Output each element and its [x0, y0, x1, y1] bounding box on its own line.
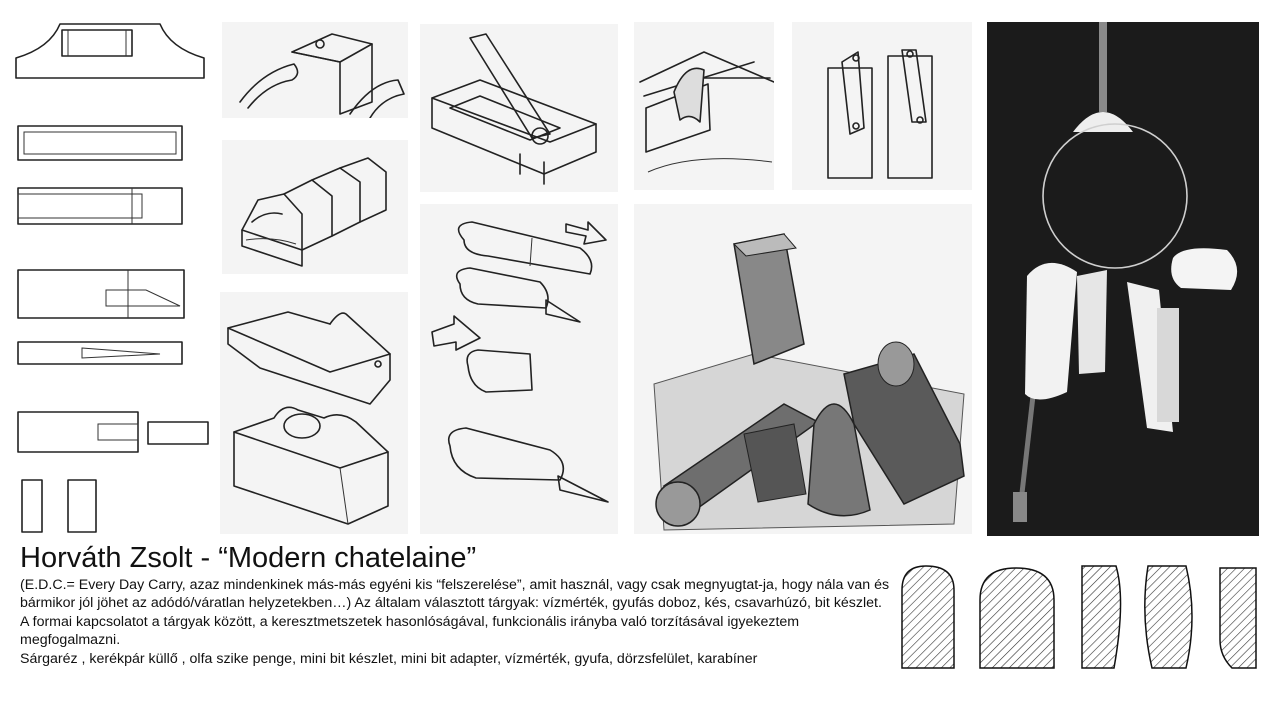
cross-section-2: [980, 568, 1054, 668]
cross-sections: [896, 560, 1266, 672]
cross-section-3: [1082, 566, 1121, 668]
sketch-blade-capsules: [420, 204, 618, 534]
description-paragraph-1: (E.D.C.= Every Day Carry, azaz mindenkinek más-más egyéni kis “felszerelése”, amit használ, vagy csak megnyugtat-ja, hogy nála van és bármikor jól jöhet az adódó/váratlan helyzetekben…) Az általam választott tárgyak: vízmérték, gyufás doboz, kés, csavarhúzó, bit készlet.: [20, 577, 890, 612]
sketch-hinged-parts: [792, 22, 972, 190]
cross-section-5: [1220, 568, 1256, 668]
description-paragraph-3: Sárgaréz , kerékpár küllő , olfa szike penge, mini bit készlet, mini bit adapter, vízmérték, gyufa, dörzsfelület, karabíner: [20, 650, 758, 667]
cross-section-4: [1145, 566, 1192, 668]
description: [20, 576, 900, 668]
sketch-level-variants: [634, 22, 774, 190]
sketch-ribbed-block: [222, 140, 408, 274]
photo-chatelaine: [987, 22, 1259, 536]
page-title: Horváth Zsolt - “Modern chatelaine”: [20, 542, 477, 574]
sketch-hook-block: [222, 22, 408, 118]
sketch-rendered-set: [634, 204, 972, 534]
sketch-slot-block: [420, 24, 618, 192]
description-paragraph-2: A formai kapcsolatot a tárgyak között, a keresztmetszetek hasonlóságával, funkcionális irányba való torzításával igyekeztem megfogalmazni.: [20, 613, 800, 649]
cross-section-1: [902, 566, 954, 668]
technical-drawings: [10, 18, 210, 538]
sketch-level-body: [220, 292, 408, 534]
